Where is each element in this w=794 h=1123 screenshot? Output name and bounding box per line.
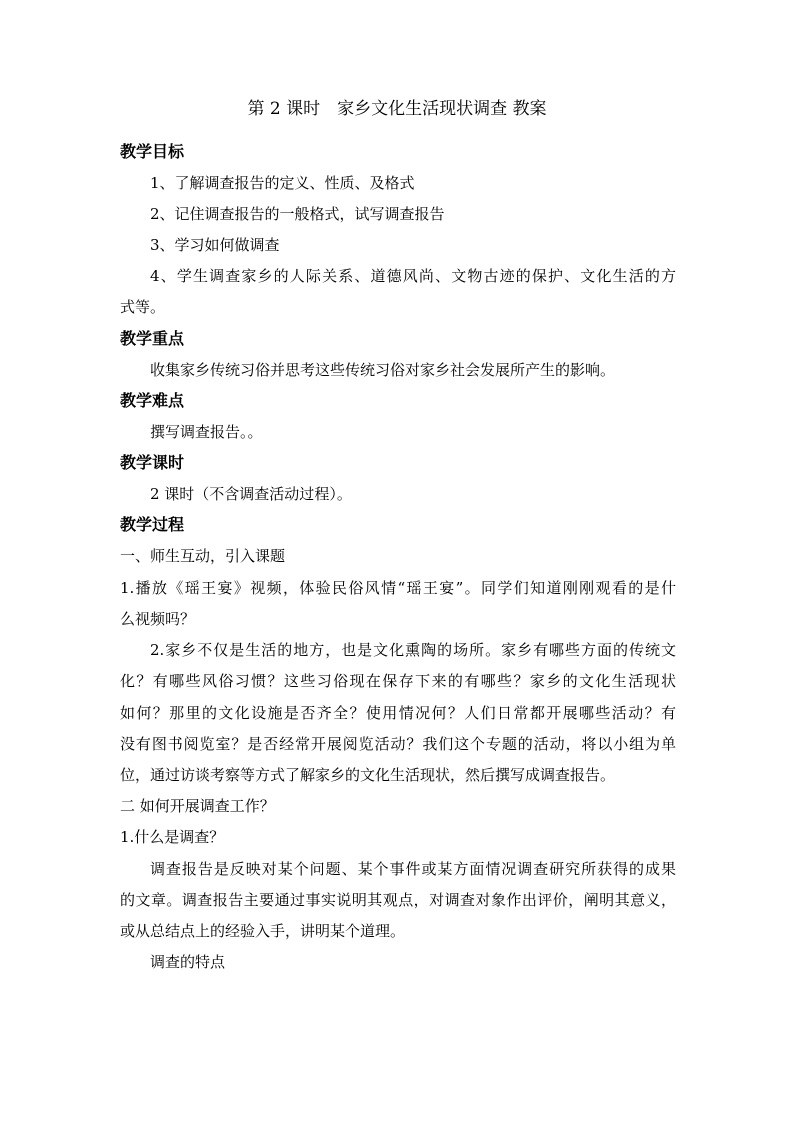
objective-item-4-line-1: 4、学生调查家乡的人际关系、道德风尚、文物古迹的保护、文化生活的方 xyxy=(150,267,676,285)
heading-difficulties: 教学难点 xyxy=(120,391,185,410)
heading-class-hours: 教学课时 xyxy=(120,453,185,472)
heading-objectives: 教学目标 xyxy=(120,142,185,161)
objective-item-4-line-2: 式等。 xyxy=(120,298,166,316)
process-paragraph-4: 调查的特点 xyxy=(150,953,226,971)
process-paragraph-2-line-3: 如何？那里的文化设施是否齐全？使用情况何？人们日常都开展哪些活动？有 xyxy=(120,704,676,722)
process-section-2: 二 如何开展调查工作？ xyxy=(120,797,275,815)
objective-item-1: 1、了解调查报告的定义、性质、及格式 xyxy=(150,174,415,192)
process-paragraph-2-line-5: 位，通过访谈考察等方式了解家乡的文化生活现状，然后撰写成调查报告。 xyxy=(120,766,616,784)
process-paragraph-3-line-2: 的文章。调查报告主要通过事实说明其观点，对调查对象作出评价，阐明其意义， xyxy=(120,891,676,909)
process-section-1: 一、师生互动，引入课题 xyxy=(120,547,286,565)
process-subsection-1: 1.什么是调查？ xyxy=(120,828,225,846)
key-points-text: 收集家乡传统习俗并思考这些传统习俗对家乡社会发展所产生的影响。 xyxy=(150,361,616,379)
class-hours-text: 2 课时（不含调查活动过程）。 xyxy=(150,485,352,503)
process-paragraph-2-line-2: 化？有哪些风俗习惯？这些习俗现在保存下来的有哪些？家乡的文化生活现状 xyxy=(120,672,676,690)
difficulties-text: 撰写调查报告。。 xyxy=(150,423,263,441)
process-paragraph-3-line-1: 调查报告是反映对某个问题、某个事件或某方面情况调查研究所获得的成果 xyxy=(150,860,676,878)
process-paragraph-1-line-2: 么视频吗？ xyxy=(120,610,196,628)
objective-item-3: 3、学习如何做调查 xyxy=(150,236,280,254)
heading-process: 教学过程 xyxy=(120,515,185,534)
document-title: 第 2 课时 家乡文化生活现状调查 教案 xyxy=(247,99,547,119)
process-paragraph-3-line-3: 或从总结点上的经验入手，讲明某个道理。 xyxy=(120,922,406,940)
process-paragraph-1-line-1: 1.播放《瑶王宴》视频，体验民俗风情“瑶王宴”。同学们知道刚刚观看的是什 xyxy=(120,579,676,597)
objective-item-2: 2、记住调查报告的一般格式，试写调查报告 xyxy=(150,205,445,223)
process-paragraph-2-line-4: 没有图书阅览室？是否经常开展阅览活动？我们这个专题的活动，将以小组为单 xyxy=(120,735,676,753)
process-paragraph-2-line-1: 2.家乡不仅是生活的地方，也是文化熏陶的场所。家乡有哪些方面的传统文 xyxy=(150,641,676,659)
heading-key-points: 教学重点 xyxy=(120,329,185,348)
